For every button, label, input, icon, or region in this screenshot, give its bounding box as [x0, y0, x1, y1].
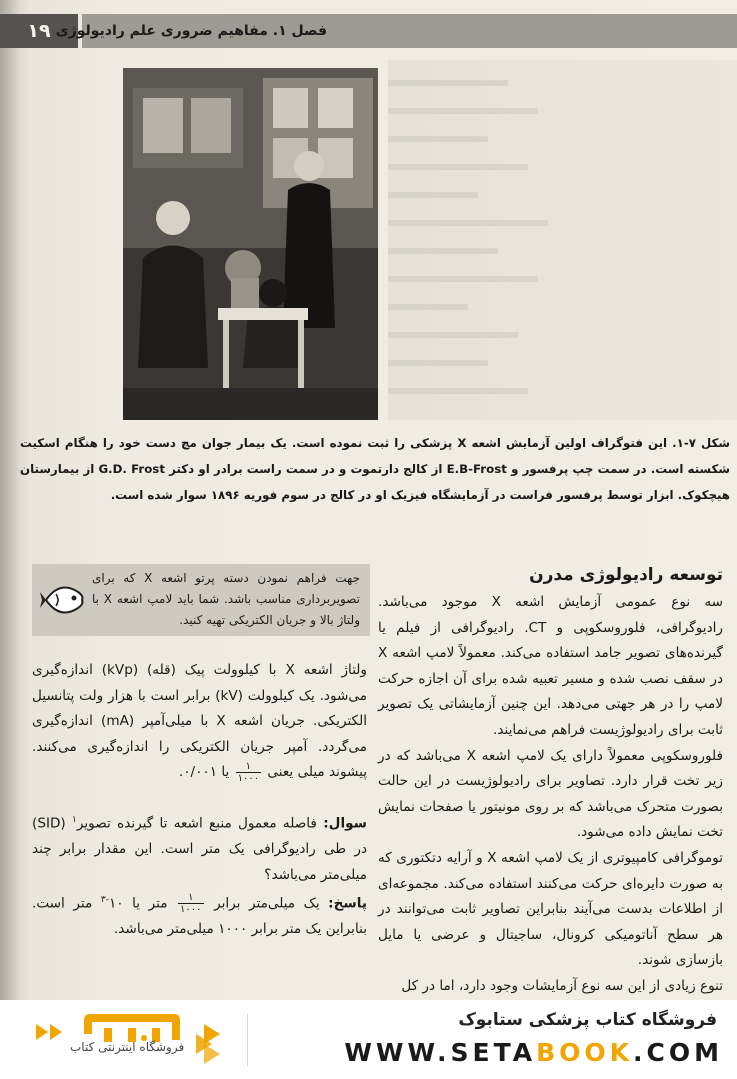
paragraph-ct: توموگرافی کامپیوتری از یک لامپ اشعه X و آرایه دتکتوری که به صورت دایره‌ای حرکت می‌کنند استفاده می‌کند. مجموعه‌ای از اطلاعات بدست می‌آیند بنابراین تصاویر ثابت می‌توانند در هر سطح آناتومیکی کرونال، ساجیتال و عرضی یا مایل بازسازی شوند.: [378, 849, 723, 969]
bleed-line: [388, 164, 528, 170]
bleed-line: [388, 220, 548, 226]
page-number: ۱۹: [0, 14, 78, 48]
photo-illustration: [123, 68, 378, 420]
note-text: جهت فراهم نمودن دسته پرتو اشعه X که برای تصویربرداری مناسب باشد. شما باید لامپ اشعه X با ولتاژ بالا و جریان الکتریکی تهیه کنید.: [92, 571, 361, 627]
answer-label: پاسخ:: [328, 895, 367, 912]
binding-shadow: [0, 0, 20, 1000]
question-label: سوال:: [323, 815, 368, 832]
footer-divider: [247, 1014, 248, 1066]
store-name: فروشگاه کتاب پزشکی ستابوک: [458, 1010, 717, 1030]
note-box: [32, 564, 370, 636]
paragraph-variety: تنوع زیادی از این سه نوع آزمایشات وجود دارد، اما در کل: [401, 977, 723, 994]
voltage-text-end: یا ۰/۰۰۱.: [178, 764, 230, 781]
answer-text-end: متر است. بنابراین یک متر برابر ۱۰۰۰ میلی‌متر می‌باشد.: [32, 895, 367, 938]
historical-photo: [123, 68, 378, 420]
answer-text-mid: متر یا: [132, 895, 168, 912]
paragraph-voltage: [32, 658, 367, 786]
bleed-line: [388, 136, 488, 142]
bleed-line: [388, 276, 538, 282]
url-highlight: BOOK: [536, 1038, 634, 1067]
question-text: فاصله معمول منبع اشعه تا گیرنده تصویر: [76, 815, 317, 832]
fraction-denominator: ۱۰۰۰: [180, 904, 202, 916]
fraction-milli: [236, 761, 261, 784]
voltage-text: ولتاژ اشعه X با کیلوولت پیک (قله) (kVp) اندازه‌گیری می‌شود. یک کیلوولت (kV) برابر است با هزار ولت پتانسیل الکتریکی. جریان اشعه X با میلی‌آمپر (mA) اندازه‌گیری می‌گردد. آمپر جریان الکتریکی را اندازه‌گیری می‌کنند. پیشوند میلی یعنی: [32, 662, 367, 781]
paragraph-radiography: سه نوع عمومی آزمایش اشعه X موجود می‌باشد. رادیوگرافی، فلوروسکوپی و CT. رادیوگرافی از فیلم یا گیرنده‌های تصویر جامد استفاده می‌کند. معمولاً لامپ اشعه X در سقف نصب شده و مسیر تعبیه شده برای آن اجازه حرکت لامپ را در هر جهتی می‌دهد. این چنین آزمایشاتی یک تصویر ثابت برای رادیولوژیست فراهم می‌نمایند.: [378, 594, 723, 738]
fish-icon: [38, 574, 90, 626]
fraction-denominator: ۱۰۰۰: [237, 772, 260, 784]
bleed-line: [388, 80, 508, 86]
answer: [32, 888, 367, 943]
power-base: ۱۰: [108, 895, 124, 912]
power-exponent: -۳: [100, 895, 109, 906]
chapter-bar: [55, 14, 737, 48]
left-column: [32, 658, 367, 943]
fraction-millimeter: [178, 892, 203, 915]
fraction-numerator: ۱: [178, 892, 203, 904]
chapter-title: فصل ۱. مفاهیم ضروری علم رادیولوژی: [55, 23, 327, 39]
bleed-line: [388, 360, 488, 366]
url-suffix: .COM: [633, 1038, 723, 1067]
answer-text: یک میلی‌متر برابر: [214, 895, 320, 912]
page-header: [0, 14, 737, 48]
section-heading: توسعه رادیولوژی مدرن: [529, 565, 723, 585]
paragraph-fluoroscopy: فلوروسکوپی معمولاً دارای یک لامپ اشعه X می‌باشد که در زیر تخت قرار دارد. تصاویر برای رادیولوژیست در این حالت بصورت متحرک می‌باشد که بر روی مونیتور یا صفحات نمایش تخت نمایش داده می‌شود.: [378, 747, 723, 841]
question: [32, 808, 367, 888]
store-footer: [0, 1000, 737, 1079]
bleed-line: [388, 304, 468, 310]
bleed-line: [388, 108, 538, 114]
footnote-marker: ۱: [72, 814, 77, 825]
fraction-numerator: ۱: [236, 761, 261, 773]
bleed-line: [388, 248, 498, 254]
facing-page-bleed: [388, 60, 737, 420]
bleed-line: [388, 388, 528, 394]
question-text-end: (SID) در طی رادیوگرافی یک متر است. این مقدار برابر چند میلی‌متر می‌باشد؟: [32, 815, 367, 883]
bleed-line: [388, 192, 478, 198]
figure-caption: شکل ۷-۱. این فتوگراف اولین آزمایش اشعه X پزشکی را ثبت نموده است. یک بیمار جوان مچ دست خود را هنگام اسکیت شکسته است. در سمت چپ پرفسور و E.B-Frost از کالج دارتموت و در سمت راست برادر او دکتر G.D. Frost از بیمارستان هیچکوک. ابزار توسط پرفسور فراست در آزمایشگاه فیزیک او در کالج در سوم فوریه ۱۸۹۶ سوار شده است.: [20, 436, 730, 502]
bleed-line: [388, 332, 518, 338]
url-prefix: WWW.SETA: [344, 1038, 537, 1067]
right-column: [378, 560, 723, 1000]
logo-tagline: فروشگاه اینترنتی کتاب: [70, 1040, 185, 1054]
store-url[interactable]: [344, 1038, 723, 1067]
